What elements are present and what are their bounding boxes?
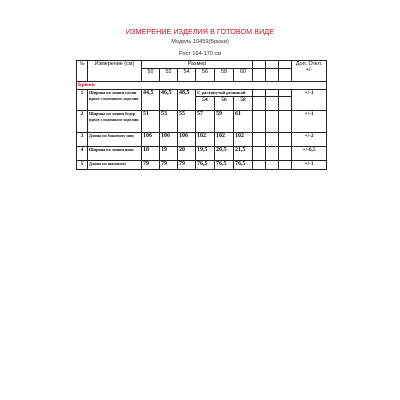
- row-value: 18: [142, 147, 160, 161]
- row-value: 19: [160, 147, 178, 161]
- size-cell: 50: [142, 69, 160, 82]
- table-row: [77, 90, 327, 97]
- row-value: 61: [234, 111, 253, 133]
- row-value: 20: [178, 147, 196, 161]
- size-cell: 52: [160, 69, 178, 82]
- row-value: 79: [142, 161, 160, 170]
- row-value: 106: [178, 133, 196, 147]
- table-row: [77, 147, 327, 161]
- row-value: 55: [178, 111, 196, 133]
- row-measurement-name: Ширина по линии бедер вдвое сложенного изделия: [88, 111, 142, 133]
- elastic-size: 54: [196, 97, 215, 111]
- size-cell: 56: [196, 69, 215, 82]
- row-value: 76,5: [234, 161, 253, 170]
- elastic-size: 56: [215, 97, 234, 111]
- row-empty-cell: [253, 161, 266, 170]
- row-tolerance: +/-1: [292, 111, 327, 133]
- row-empty-cell: [253, 97, 266, 111]
- table-row: [77, 111, 327, 133]
- row-empty-cell: [279, 161, 292, 170]
- row-value: 21,5: [234, 147, 253, 161]
- row-value: 59: [215, 111, 234, 133]
- row-value: 46,5: [160, 90, 178, 111]
- row-number: 2: [77, 111, 88, 133]
- header-tolerance: Доп. Откл. +/-: [292, 61, 327, 82]
- measurement-table: [76, 60, 327, 170]
- row-tolerance: +/-1: [292, 90, 327, 111]
- header-empty-cell: [266, 61, 279, 69]
- row-value: 53: [160, 111, 178, 133]
- row-value: 79: [160, 161, 178, 170]
- row-number: 5: [77, 161, 88, 170]
- size-cell: 54: [178, 69, 196, 82]
- row-measurement-name: Длина по шаговому: [88, 161, 142, 170]
- elastic-size: 58: [234, 97, 253, 111]
- size-empty-cell: [253, 69, 266, 82]
- row-value: 51: [142, 111, 160, 133]
- size-empty-cell: [266, 69, 279, 82]
- row-value: 102: [215, 133, 234, 147]
- row-value: 79: [178, 161, 196, 170]
- row-empty-cell: [266, 97, 279, 111]
- section-row: [77, 82, 327, 90]
- document-title: ИЗМЕРЕНИЕ ИЗДЕЛИЯ В ГОТОВОМ ВИДЕ: [125, 27, 275, 36]
- row-empty-cell: [266, 90, 279, 97]
- header-number: №: [77, 61, 88, 82]
- table-row: [77, 161, 327, 170]
- header-empty-cell: [279, 61, 292, 69]
- size-empty-cell: [279, 69, 292, 82]
- row-number: 3: [77, 133, 88, 147]
- row-empty-cell: [253, 147, 266, 161]
- section-title: Брюки: [77, 82, 327, 90]
- row-number: 4: [77, 147, 88, 161]
- row-empty-cell: [266, 133, 279, 147]
- row-value: 44,5: [142, 90, 160, 111]
- row-tolerance: +/-1: [292, 161, 327, 170]
- row-empty-cell: [279, 133, 292, 147]
- height-label: Рост 164-170 см: [178, 51, 222, 57]
- size-cell: 58: [215, 69, 234, 82]
- row-value: 102: [196, 133, 215, 147]
- size-cell: 60: [234, 69, 253, 82]
- row-measurement-name: Длина по боковому шву: [88, 133, 142, 147]
- elastic-label: С растянутой резинкой: [196, 90, 253, 97]
- row-value: 57: [196, 111, 215, 133]
- row-value: 102: [234, 133, 253, 147]
- row-empty-cell: [253, 111, 266, 133]
- row-empty-cell: [279, 111, 292, 133]
- row-empty-cell: [279, 90, 292, 97]
- row-tolerance: +/-0,5: [292, 147, 327, 161]
- row-value: 48,5: [178, 90, 196, 111]
- header-measurement: Измерение (см): [88, 61, 142, 82]
- row-empty-cell: [266, 161, 279, 170]
- table-header-row: [77, 61, 327, 69]
- row-value: 106: [142, 133, 160, 147]
- header-size: Размер: [142, 61, 253, 69]
- row-empty-cell: [279, 97, 292, 111]
- row-value: 106: [160, 133, 178, 147]
- table-row: [77, 133, 327, 147]
- row-empty-cell: [266, 147, 279, 161]
- row-tolerance: +/-2: [292, 133, 327, 147]
- row-empty-cell: [253, 133, 266, 147]
- row-value: 20,5: [215, 147, 234, 161]
- model-label: Модель 10459(Брюки): [171, 39, 229, 45]
- row-empty-cell: [279, 147, 292, 161]
- row-value: 76,5: [215, 161, 234, 170]
- row-measurement-name: Ширина по линии талии вдвое сложенного изделия: [88, 90, 142, 111]
- row-number: 1: [77, 90, 88, 111]
- row-value: 19,5: [196, 147, 215, 161]
- row-empty-cell: [253, 90, 266, 97]
- row-empty-cell: [266, 111, 279, 133]
- row-measurement-name: Ширина по линии низа: [88, 147, 142, 161]
- header-empty-cell: [253, 61, 266, 69]
- row-value: 76,5: [196, 161, 215, 170]
